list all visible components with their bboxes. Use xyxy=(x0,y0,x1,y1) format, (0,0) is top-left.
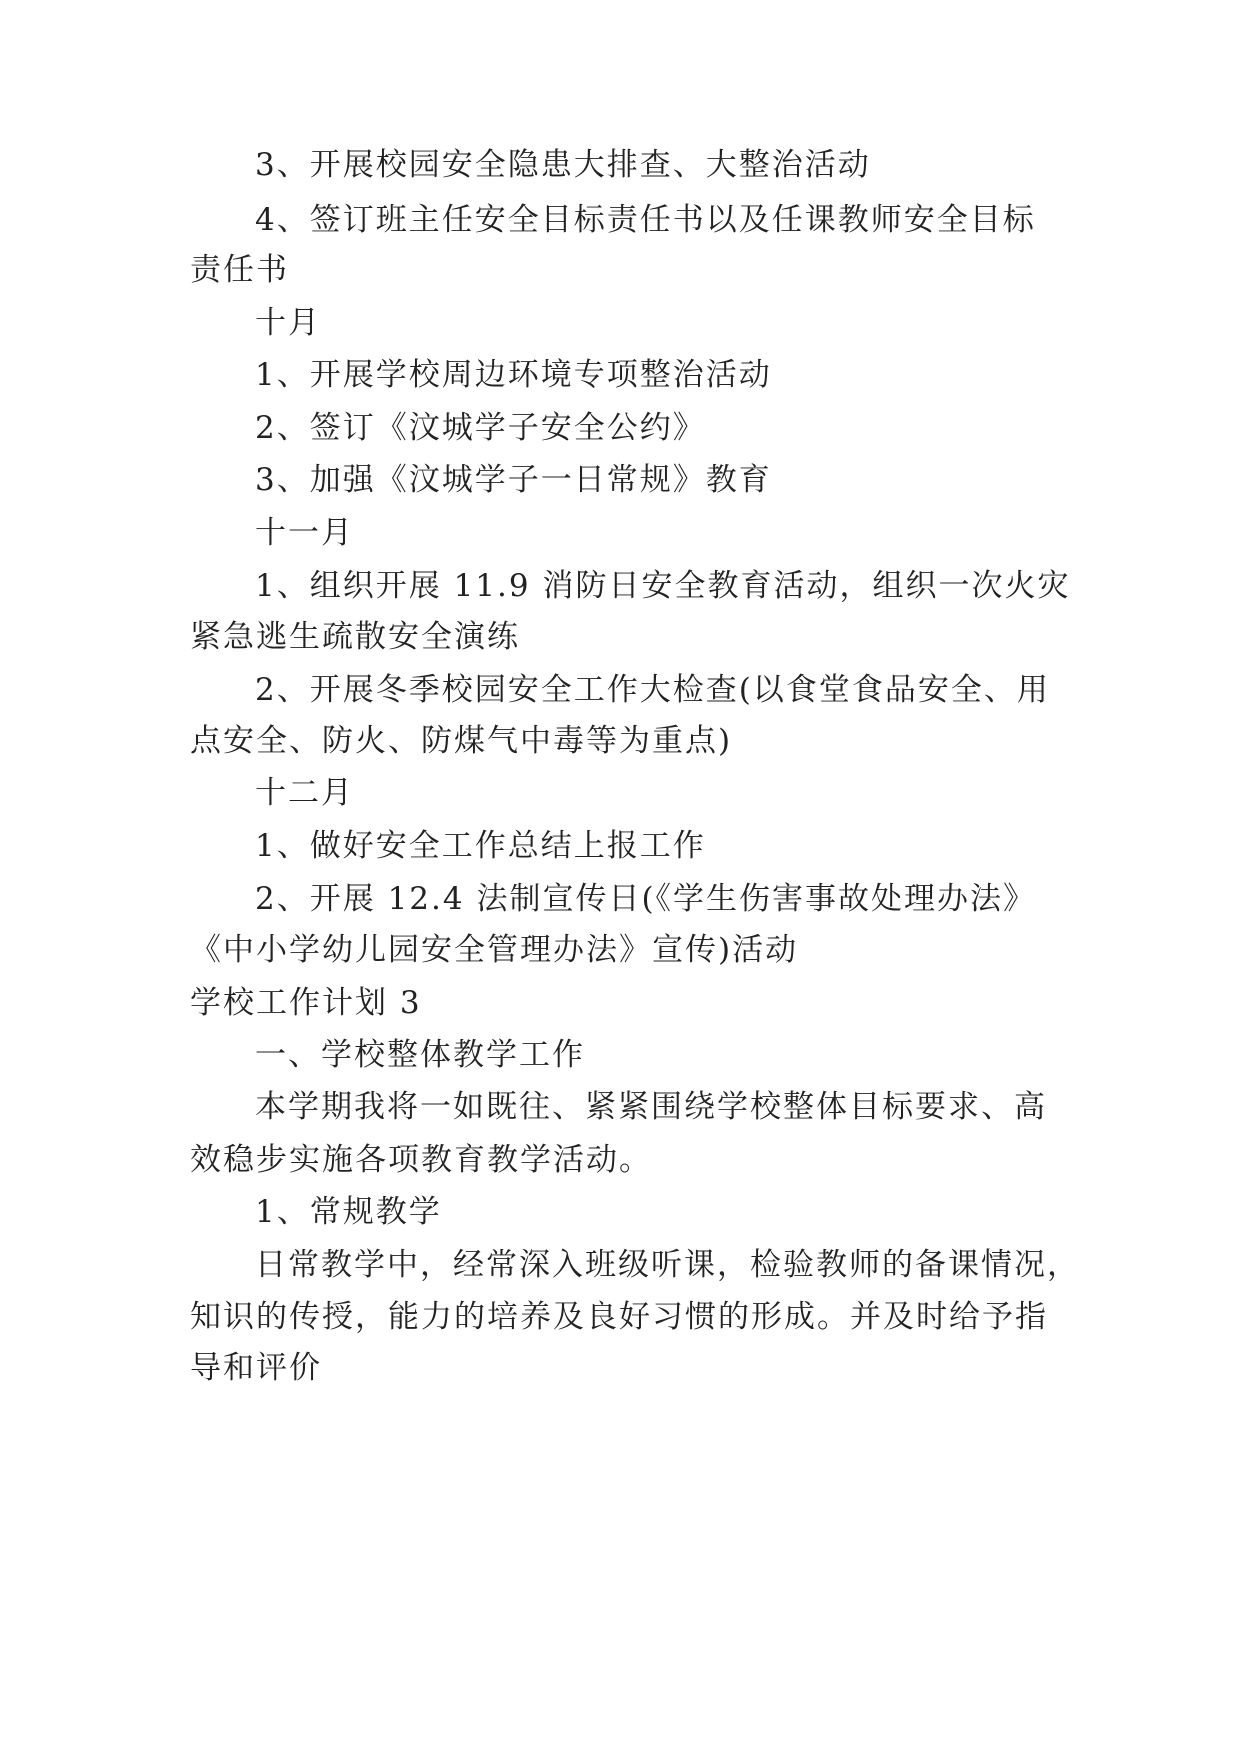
section-heading: 一、学校整体教学工作 xyxy=(255,1037,585,1073)
list-item-safety-summary: 1、做好安全工作总结上报工作 xyxy=(255,828,706,864)
month-heading-october: 十月 xyxy=(255,305,321,341)
paragraph-line: 导和评价 xyxy=(190,1350,322,1386)
list-item-continuation: 责任书 xyxy=(190,252,289,288)
month-heading-december: 十二月 xyxy=(255,775,354,811)
subsection-heading: 1、常规教学 xyxy=(255,1194,442,1230)
list-item-legal-publicity-day: 2、开展 12.4 法制宣传日(《学生伤害事故处理办法》 xyxy=(255,881,1037,917)
list-item-campus-hazard-inspection: 3、开展校园安全隐患大排查、大整治活动 xyxy=(255,147,871,183)
list-item-surroundings-rectification: 1、开展学校周边环境专项整治活动 xyxy=(255,357,772,393)
list-item-continuation: 点安全、防火、防煤气中毒等为重点) xyxy=(190,723,733,759)
paragraph-line: 效稳步实施各项教育教学活动。 xyxy=(190,1142,652,1178)
list-item-fire-day-activity: 1、组织开展 11.9 消防日安全教育活动，组织一次火灾 xyxy=(255,568,1071,604)
paragraph-line: 知识的传授，能力的培养及良好习惯的形成。并及时给予指 xyxy=(190,1299,1048,1335)
paragraph-line: 本学期我将一如既往、紧紧围绕学校整体目标要求、高 xyxy=(255,1089,1047,1125)
list-item-continuation: 《中小学幼儿园安全管理办法》宣传)活动 xyxy=(190,932,799,968)
list-item-winter-safety-check: 2、开展冬季校园安全工作大检查(以食堂食品安全、用 xyxy=(255,672,1050,708)
month-heading-november: 十一月 xyxy=(255,515,354,551)
list-item-continuation: 紧急逃生疏散安全演练 xyxy=(190,619,520,655)
list-item-safety-pledge: 2、签订《汶城学子安全公约》 xyxy=(255,410,706,446)
list-item-daily-routine-education: 3、加强《汶城学子一日常规》教育 xyxy=(255,462,772,498)
paragraph-line: 日常教学中，经常深入班级听课，检验教师的备课情况， xyxy=(255,1247,1080,1283)
list-item-sign-responsibility: 4、签订班主任安全目标责任书以及任课教师安全目标 xyxy=(255,202,1036,238)
section-title: 学校工作计划 3 xyxy=(190,985,422,1021)
